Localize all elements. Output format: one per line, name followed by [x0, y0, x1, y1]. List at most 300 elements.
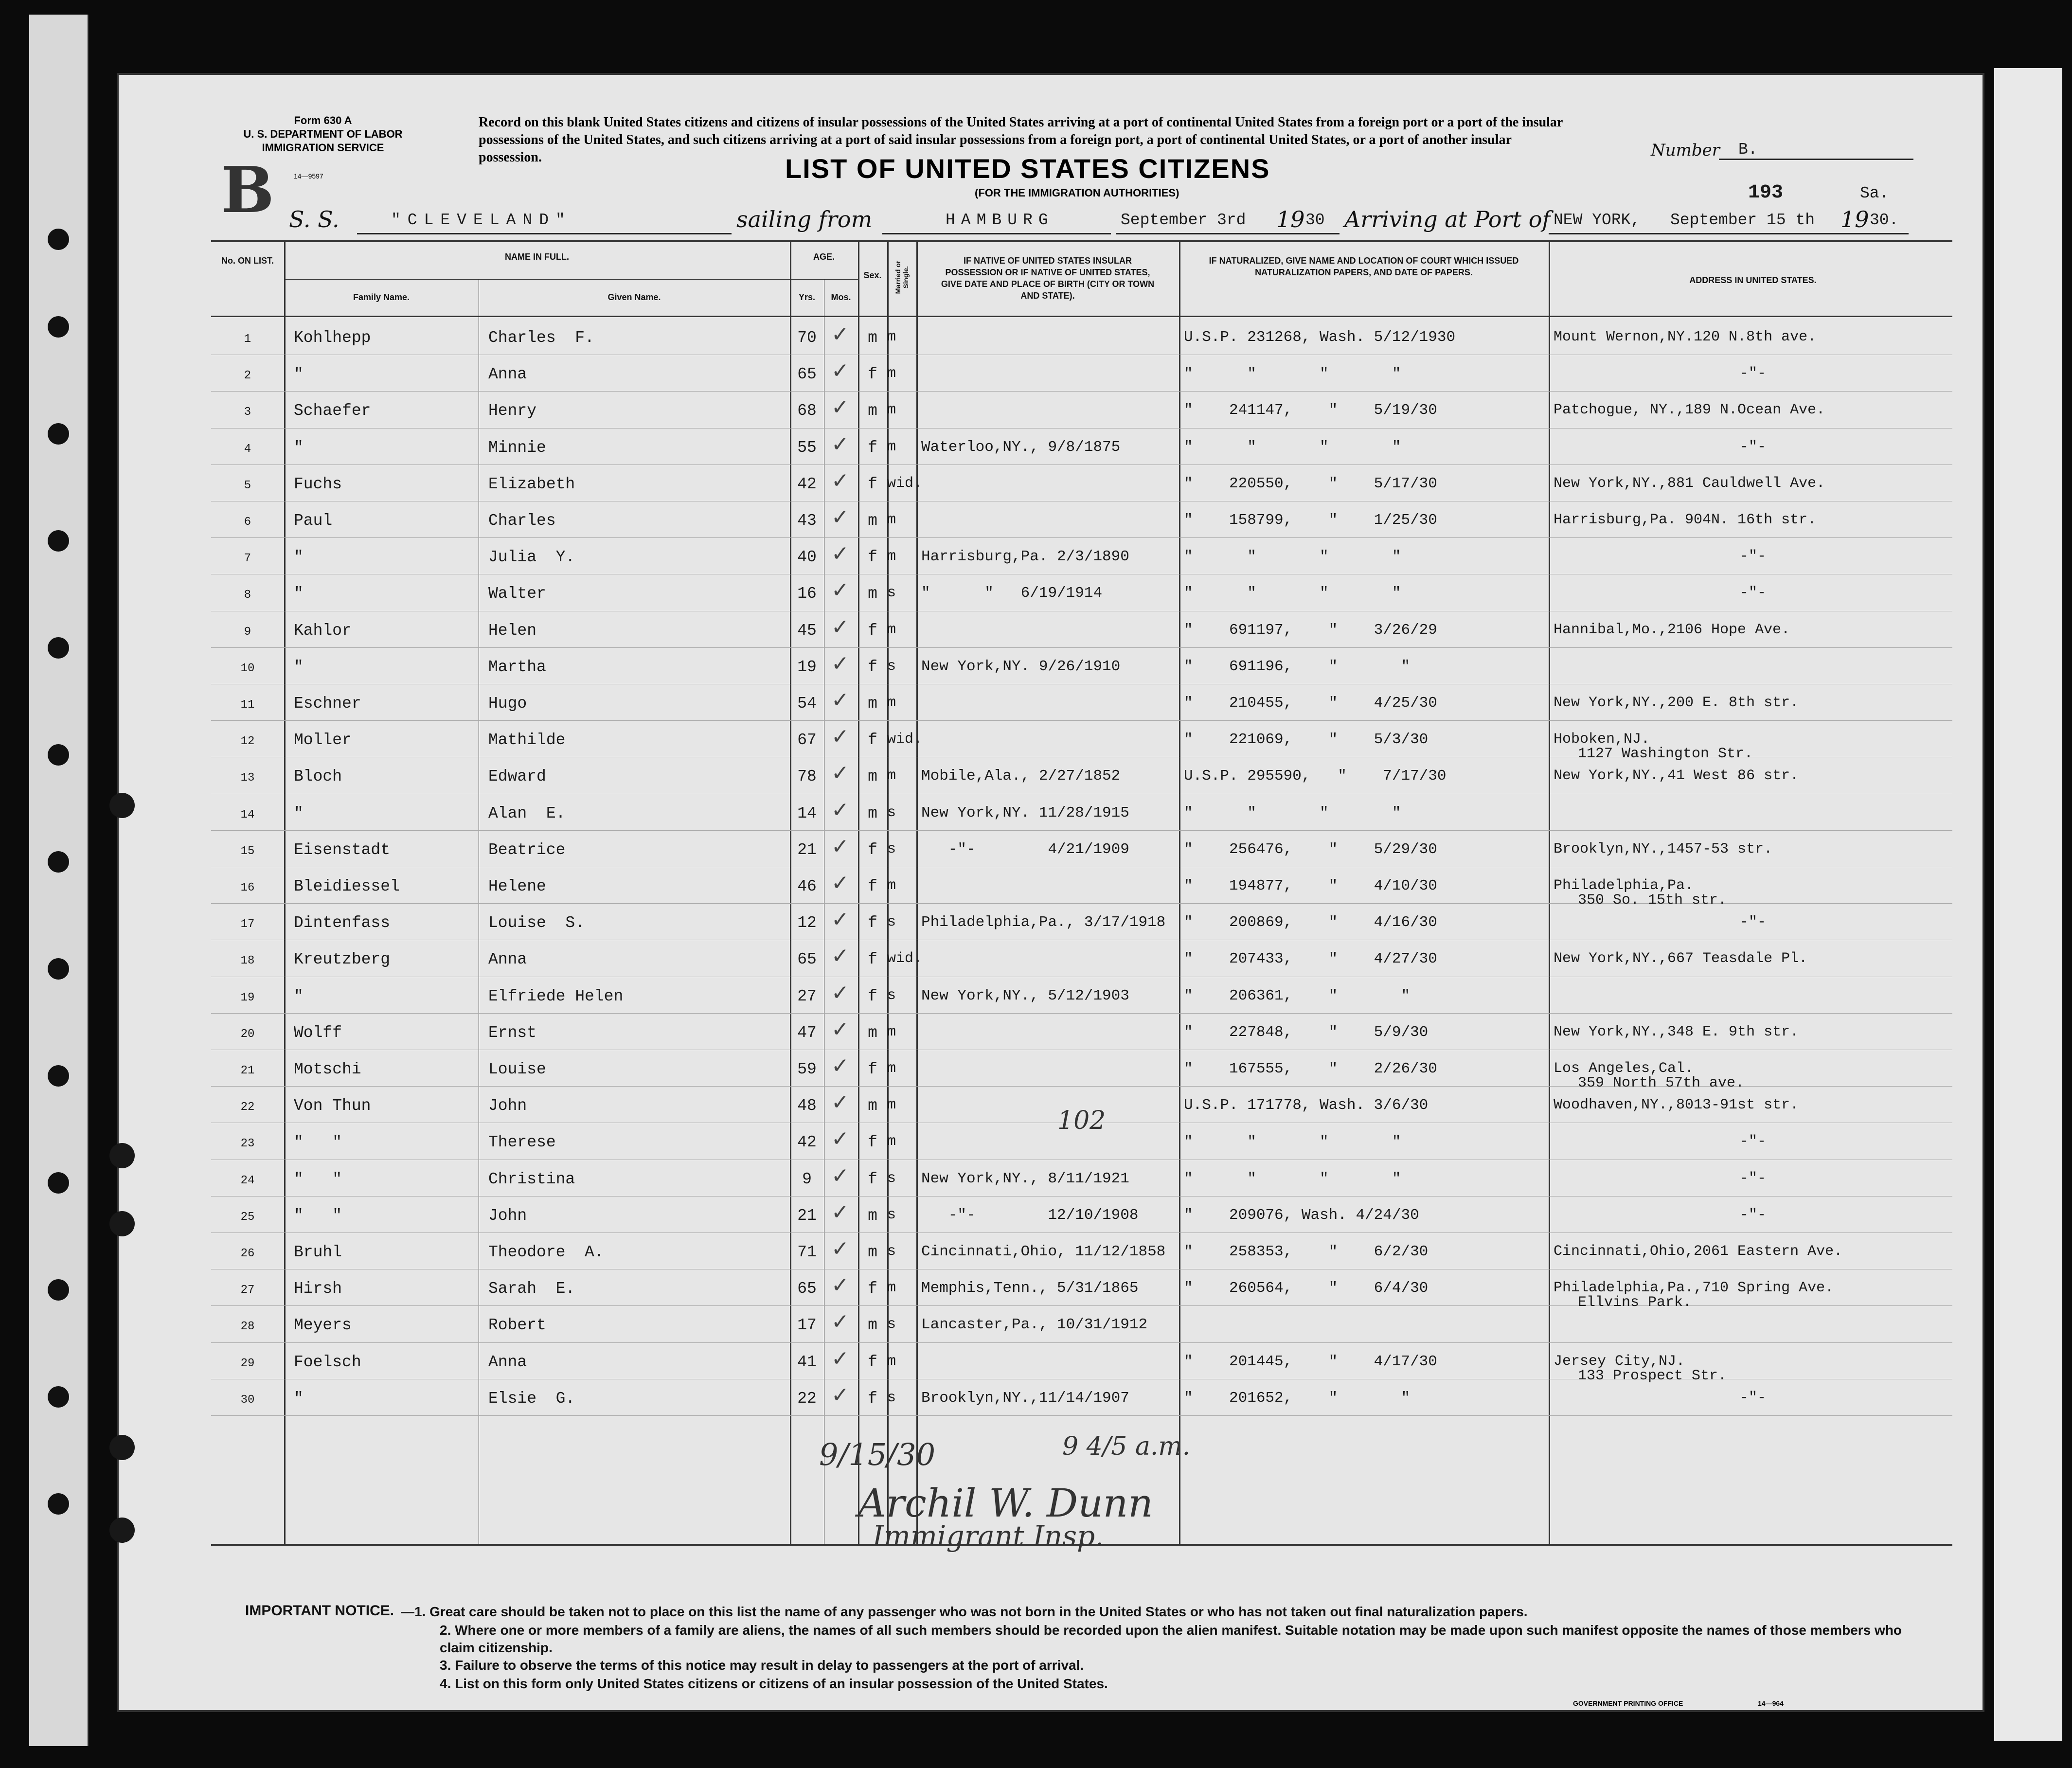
cell-sex: f	[868, 914, 877, 932]
checkmark: ✓	[831, 907, 849, 932]
cell-yrs: 65	[797, 1280, 817, 1298]
table-row	[119, 830, 1986, 867]
punch-hole	[109, 793, 135, 818]
table-row	[119, 1232, 1986, 1269]
table-row	[119, 318, 1986, 355]
checkmark: ✓	[831, 761, 849, 786]
cell-ms: s	[887, 1389, 896, 1406]
table-row	[119, 428, 1986, 464]
cell-addr2: 133 Prospect Str.	[1578, 1367, 1727, 1384]
cell-given: Louise S.	[488, 914, 585, 932]
cell-given: Martha	[488, 658, 546, 676]
cell-no: 21	[240, 1064, 255, 1077]
sheet-suffix: Sa.	[1860, 184, 1889, 202]
binder-hole	[48, 1386, 69, 1408]
cell-birth: Waterloo,NY., 9/8/1875	[921, 438, 1121, 456]
number-value: B.	[1738, 141, 1758, 159]
cell-nat: " " " "	[1184, 1170, 1401, 1187]
checkmark: ✓	[831, 541, 849, 567]
cell-ms: m	[887, 621, 896, 638]
cell-given: Anna	[488, 365, 527, 384]
from-port: HAMBURG	[946, 211, 1054, 229]
binder-hole	[48, 637, 69, 659]
cell-given: Anna	[488, 1353, 527, 1371]
table-row	[119, 977, 1986, 1013]
cell-family: " "	[294, 1206, 342, 1225]
cell-no: 3	[244, 406, 251, 419]
cell-nat: " 691197, " 3/26/29	[1184, 621, 1437, 639]
checkmark: ✓	[831, 578, 849, 603]
cell-nat: " " " "	[1184, 365, 1401, 383]
cell-birth: Philadelphia,Pa., 3/17/1918	[921, 914, 1166, 931]
table-row	[119, 1086, 1986, 1123]
cell-nat: " 158799, " 1/25/30	[1184, 512, 1437, 529]
printer: GOVERNMENT PRINTING OFFICE	[1573, 1699, 1683, 1707]
cell-no: 6	[244, 516, 251, 529]
cell-family: Eschner	[294, 695, 361, 713]
table-row	[119, 1123, 1986, 1159]
table-row	[119, 1342, 1986, 1384]
cell-no: 24	[240, 1174, 255, 1187]
cell-ms: m	[887, 1133, 896, 1150]
cell-birth: New York,NY. 9/26/1910	[921, 658, 1121, 675]
checkmark: ✓	[831, 944, 849, 969]
cell-sex: f	[868, 438, 877, 457]
cell-addr: -"-	[1739, 1389, 1766, 1406]
cell-sex: f	[868, 548, 877, 567]
table-row	[119, 464, 1986, 501]
cell-no: 23	[240, 1137, 255, 1151]
cell-no: 7	[244, 552, 251, 566]
header-bottom-border	[211, 316, 1952, 317]
checkmark: ✓	[831, 688, 849, 713]
cell-family: Schaefer	[294, 402, 371, 420]
cell-birth: Mobile,Ala., 2/27/1852	[921, 768, 1121, 785]
cell-ms: s	[887, 987, 896, 1004]
page-title: LIST OF UNITED STATES CITIZENS	[785, 153, 1270, 184]
cell-sex: f	[868, 1389, 877, 1408]
header-address: ADDRESS IN UNITED STATES.	[1689, 275, 1817, 285]
cell-addr: New York,NY.,348 E. 9th str.	[1554, 1023, 1799, 1040]
cell-nat: " 256476, " 5/29/30	[1184, 840, 1437, 858]
cell-no: 13	[240, 771, 255, 785]
cell-nat: " 167555, " 2/26/30	[1184, 1060, 1437, 1077]
cell-family: " "	[294, 1133, 342, 1152]
adjacent-page-strip	[1994, 68, 2062, 1741]
cell-addr: Harrisburg,Pa. 904N. 16th str.	[1554, 512, 1817, 528]
cell-yrs: 27	[797, 987, 817, 1005]
cell-ms: s	[887, 1243, 896, 1260]
cell-family: "	[294, 1389, 304, 1408]
cell-sex: m	[868, 1243, 877, 1261]
cell-given: Beatrice	[488, 840, 566, 859]
cell-nat: " 260564, " 6/4/30	[1184, 1280, 1429, 1297]
binder-hole	[48, 229, 69, 250]
checkmark: ✓	[831, 651, 849, 676]
inspector-title: Immigrant Insp.	[873, 1519, 1104, 1553]
table-row	[119, 501, 1986, 537]
header-naturalized: IF NATURALIZED, GIVE NAME AND LOCATION OF COURT WHICH ISSUED NATURALIZATION PAPERS, AND DATE OF PAPERS.	[1209, 256, 1519, 277]
cell-given: Therese	[488, 1133, 556, 1152]
cell-family: Motschi	[294, 1060, 361, 1078]
cell-ms: m	[887, 1353, 896, 1370]
cell-yrs: 48	[797, 1097, 817, 1115]
cell-family: "	[294, 658, 304, 676]
binder-hole	[48, 1172, 69, 1194]
cell-sex: f	[868, 658, 877, 676]
date-written: 9/15/30	[819, 1437, 936, 1472]
form-meta	[231, 114, 415, 155]
checkmark: ✓	[831, 431, 849, 457]
cell-yrs: 71	[797, 1243, 817, 1261]
cell-sex: f	[868, 1060, 877, 1078]
departure-underline	[1116, 233, 1340, 234]
table-row	[119, 794, 1986, 830]
table-row	[119, 355, 1986, 391]
punch-hole	[109, 1143, 135, 1168]
checkmark: ✓	[831, 1309, 849, 1335]
cell-given: John	[488, 1097, 527, 1115]
cell-given: Charles	[488, 512, 556, 530]
arrival-port: NEW YORK,	[1554, 211, 1641, 229]
checkmark: ✓	[831, 1273, 849, 1298]
cell-birth: New York,NY., 8/11/1921	[921, 1170, 1129, 1187]
cell-no: 22	[240, 1101, 255, 1114]
cell-family: Meyers	[294, 1316, 352, 1335]
cell-no: 25	[240, 1210, 255, 1224]
cell-no: 17	[240, 918, 255, 931]
cell-ms: m	[887, 1097, 896, 1114]
cell-birth: Cincinnati,Ohio, 11/12/1858	[921, 1243, 1166, 1260]
binder-hole	[48, 1279, 69, 1301]
cell-ms: m	[887, 1280, 896, 1297]
cell-given: Henry	[488, 402, 537, 420]
table-row	[119, 391, 1986, 428]
table-row	[119, 611, 1986, 647]
cell-no: 2	[244, 369, 251, 383]
header-name-in-full: NAME IN FULL.	[505, 252, 569, 262]
printer-code: 14—964	[1758, 1699, 1784, 1707]
table-row	[119, 1050, 1986, 1091]
cell-yrs: 40	[797, 548, 817, 567]
cell-family: Dintenfass	[294, 914, 391, 932]
cell-addr2: Ellvins Park.	[1578, 1294, 1692, 1311]
table-row	[119, 1379, 1986, 1415]
table-row	[119, 1013, 1986, 1050]
cell-addr: New York,NY.,881 Cauldwell Ave.	[1554, 475, 1825, 492]
cell-birth: " " 6/19/1914	[921, 585, 1103, 602]
cell-birth: Harrisburg,Pa. 2/3/1890	[921, 548, 1129, 566]
cell-yrs: 54	[797, 695, 817, 713]
cell-sex: m	[868, 695, 877, 713]
department: U. S. DEPARTMENT OF LABOR	[243, 128, 403, 140]
table-row	[119, 903, 1986, 940]
cell-birth: Memphis,Tenn., 5/31/1865	[921, 1280, 1139, 1297]
checkmark: ✓	[831, 724, 849, 750]
cell-given: Robert	[488, 1316, 546, 1335]
cell-yrs: 65	[797, 365, 817, 384]
departure-date: September 3rd	[1121, 211, 1246, 229]
cell-addr: Patchogue, NY.,189 N.Ocean Ave.	[1554, 402, 1825, 419]
cell-addr: Cincinnati,Ohio,2061 Eastern Ave.	[1554, 1243, 1843, 1260]
print-code: 14—9597	[294, 172, 323, 180]
cell-addr: Brooklyn,NY.,1457-53 str.	[1554, 840, 1773, 857]
table-row	[119, 537, 1986, 574]
cell-given: Helen	[488, 621, 537, 640]
cell-sex: m	[868, 804, 877, 822]
cell-nat: " 220550, " 5/17/30	[1184, 475, 1437, 492]
cell-sex: f	[868, 987, 877, 1005]
cell-sex: f	[868, 840, 877, 859]
cell-given: Hugo	[488, 695, 527, 713]
cell-addr2: 359 North 57th ave.	[1578, 1075, 1745, 1091]
cell-yrs: 78	[797, 768, 817, 786]
cell-yrs: 55	[797, 438, 817, 457]
checkmark: ✓	[831, 505, 849, 530]
cell-nat: " 200869, " 4/16/30	[1184, 914, 1437, 931]
cell-ms: m	[887, 695, 896, 711]
cell-ms: s	[887, 840, 896, 857]
cell-ms: m	[887, 768, 896, 785]
cell-no: 11	[240, 698, 255, 712]
cell-ms: m	[887, 548, 896, 565]
cell-addr: -"-	[1739, 438, 1766, 455]
cell-sex: m	[868, 768, 877, 786]
cell-given: Ernst	[488, 1023, 537, 1042]
cell-yrs: 65	[797, 950, 817, 969]
manifest-sheet	[117, 73, 1984, 1712]
cell-addr: -"-	[1739, 1170, 1766, 1187]
checkmark: ✓	[831, 468, 849, 493]
ss-label: S. S.	[289, 206, 339, 232]
table-top-border	[211, 240, 1952, 242]
cell-ms: wid.	[887, 731, 923, 748]
cell-addr: Woodhaven,NY.,8013-91st str.	[1554, 1097, 1799, 1114]
cell-sex: f	[868, 950, 877, 969]
table-row	[119, 1160, 1986, 1196]
cell-yrs: 9	[802, 1170, 812, 1188]
header-married-single: Married or Single.	[894, 260, 910, 294]
checkmark: ✓	[831, 395, 849, 420]
cell-ms: s	[887, 1206, 896, 1223]
cell-nat: U.S.P. 295590, " 7/17/30	[1184, 768, 1447, 785]
checkmark: ✓	[831, 1382, 849, 1408]
cell-no: 15	[240, 844, 255, 858]
checkmark: ✓	[831, 1346, 849, 1371]
cell-given: Sarah E.	[488, 1280, 575, 1298]
table-row	[119, 940, 1986, 976]
cell-nat: " " " "	[1184, 585, 1401, 602]
table-row	[119, 1269, 1986, 1311]
binder-hole	[48, 1493, 69, 1515]
cell-given: Walter	[488, 585, 546, 603]
cell-nat: " 209076, Wash. 4/24/30	[1184, 1206, 1419, 1224]
cell-nat: " " " "	[1184, 548, 1401, 566]
margin-number: 102	[1057, 1106, 1106, 1135]
departure-year-suffix: 30	[1305, 211, 1325, 229]
sheet-number: 193	[1748, 182, 1784, 204]
cell-yrs: 19	[797, 658, 817, 676]
cell-sex: m	[868, 1206, 877, 1225]
cell-no: 4	[244, 442, 251, 456]
cell-nat: " 221069, " 5/3/30	[1184, 731, 1429, 749]
cell-birth: -"- 4/21/1909	[921, 840, 1129, 858]
cell-addr: New York,NY.,667 Teasdale Pl.	[1554, 950, 1808, 967]
cell-nat: " 241147, " 5/19/30	[1184, 402, 1437, 419]
cell-addr: -"-	[1739, 365, 1766, 382]
cell-ms: wid.	[887, 475, 923, 492]
cell-given: Alan E.	[488, 804, 566, 822]
cell-no: 8	[244, 589, 251, 602]
cell-given: Minnie	[488, 438, 546, 457]
number-label: Number	[1651, 141, 1720, 160]
cell-no: 12	[240, 735, 255, 749]
header-given-name: Given Name.	[607, 292, 661, 302]
cell-nat: " 194877, " 4/10/30	[1184, 877, 1437, 894]
cell-yrs: 43	[797, 512, 817, 530]
cell-ms: s	[887, 1316, 896, 1333]
cell-sex: f	[868, 1280, 877, 1298]
notice-heading: IMPORTANT NOTICE.	[245, 1603, 394, 1619]
sailing-from-label: sailing from	[736, 206, 873, 232]
cell-yrs: 47	[797, 1023, 817, 1042]
punch-hole	[109, 1435, 135, 1460]
checkmark: ✓	[831, 1126, 849, 1152]
cell-given: John	[488, 1206, 527, 1225]
from-port-underline	[882, 233, 1111, 234]
ship-underline	[357, 233, 732, 234]
cell-given: Julia Y.	[488, 548, 575, 567]
cell-addr: Los Angeles,Cal.	[1554, 1060, 1694, 1077]
notice-item-3: 3. Failure to observe the terms of this notice may result in delay to passengers at the port of arrival.	[440, 1658, 1084, 1673]
cell-family: "	[294, 438, 304, 457]
table-row	[119, 574, 1986, 610]
cell-no: 18	[240, 954, 255, 968]
cell-given: Elizabeth	[488, 475, 575, 493]
cell-nat: " 201445, " 4/17/30	[1184, 1353, 1437, 1370]
cell-yrs: 70	[797, 329, 817, 347]
cell-family: Bleidiessel	[294, 877, 400, 895]
cell-addr2: 1127 Washington Str.	[1578, 746, 1753, 763]
checkmark: ✓	[831, 834, 849, 859]
cell-family: "	[294, 585, 304, 603]
cell-addr: Jersey City,NJ.	[1554, 1353, 1685, 1370]
cell-yrs: 42	[797, 475, 817, 493]
header-age: AGE.	[813, 252, 835, 262]
cell-family: Eisenstadt	[294, 840, 391, 859]
header-birth: IF NATIVE OF UNITED STATES INSULAR POSSESSION OR IF NATIVE OF UNITED STATES, GIVE DATE AND PLACE OF BIRTH (CITY OR TOWN AND STATE).	[941, 256, 1155, 301]
notice-item-1: —1. Great care should be taken not to place on this list the name of any passenger who was not born in the United States or who has not taken out final naturalization papers.	[401, 1604, 1528, 1619]
cell-nat: " " " "	[1184, 1133, 1401, 1151]
cell-family: " "	[294, 1170, 342, 1188]
arrival-underline	[1549, 233, 1909, 234]
cell-sex: f	[868, 1133, 877, 1152]
cell-family: Kahlor	[294, 621, 352, 640]
row-separator	[211, 1415, 1952, 1416]
cell-yrs: 16	[797, 585, 817, 603]
checkmark: ✓	[831, 358, 849, 384]
cell-yrs: 22	[797, 1389, 817, 1408]
cell-family: Von Thun	[294, 1097, 371, 1115]
arriving-label: Arriving at Port of	[1344, 206, 1551, 232]
cell-ms: m	[887, 1060, 896, 1077]
cell-ms: s	[887, 914, 896, 931]
cell-birth: Brooklyn,NY.,11/14/1907	[921, 1389, 1129, 1407]
cell-ms: m	[887, 402, 896, 419]
arrival-year-suffix: 30.	[1870, 211, 1899, 229]
punch-hole	[109, 1518, 135, 1543]
table-row	[119, 1196, 1986, 1232]
checkmark: ✓	[831, 1054, 849, 1078]
cell-sex: f	[868, 731, 877, 750]
cell-ms: s	[887, 804, 896, 821]
cell-family: Fuchs	[294, 475, 342, 493]
cell-family: "	[294, 804, 304, 822]
cell-given: Edward	[488, 768, 546, 786]
header-sex: Sex.	[863, 270, 882, 280]
cell-family: Kohlhepp	[294, 329, 371, 347]
header-family-name: Family Name.	[353, 292, 410, 302]
cell-sex: m	[868, 329, 877, 347]
cell-given: Christina	[488, 1170, 575, 1188]
time-written: 9 4/5 a.m.	[1062, 1432, 1191, 1461]
cell-no: 10	[240, 661, 255, 675]
header-yrs: Yrs.	[798, 292, 816, 302]
cell-nat: " 227848, " 5/9/30	[1184, 1023, 1429, 1041]
cell-sex: f	[868, 621, 877, 640]
ship-name: "CLEVELAND"	[391, 211, 572, 229]
cell-yrs: 21	[797, 1206, 817, 1225]
cell-ms: s	[887, 1170, 896, 1187]
cell-birth: Lancaster,Pa., 10/31/1912	[921, 1316, 1148, 1334]
cell-yrs: 14	[797, 804, 817, 822]
cell-nat: " 206361, " "	[1184, 987, 1411, 1004]
cell-yrs: 67	[797, 731, 817, 750]
cell-yrs: 45	[797, 621, 817, 640]
binder-hole	[48, 744, 69, 766]
cell-yrs: 46	[797, 877, 817, 895]
checkmark: ✓	[831, 614, 849, 640]
cell-sex: m	[868, 512, 877, 530]
notice-item-2: 2. Where one or more members of a family are aliens, the names of all such members should be recorded upon the alien manifest. Suitable notation may be made upon such manifest opposite the names of those members who claim citizenship.	[440, 1623, 1902, 1655]
cell-birth: -"- 12/10/1908	[921, 1206, 1139, 1224]
cell-birth: New York,NY., 5/12/1903	[921, 987, 1129, 1004]
cell-nat: " 258353, " 6/2/30	[1184, 1243, 1429, 1260]
cell-sex: f	[868, 1353, 877, 1371]
cell-family: Hirsh	[294, 1280, 342, 1298]
cell-ms: m	[887, 877, 896, 894]
cell-family: Bruhl	[294, 1243, 342, 1261]
checkmark: ✓	[831, 797, 849, 822]
cell-addr: -"-	[1739, 914, 1766, 931]
binder-hole	[48, 958, 69, 980]
header-no: No. ON LIST.	[221, 256, 274, 266]
departure-year-prefix: 19	[1276, 206, 1305, 232]
cell-sex: f	[868, 877, 877, 895]
cell-addr: Hannibal,Mo.,2106 Hope Ave.	[1554, 621, 1790, 638]
cell-addr: New York,NY.,41 West 86 str.	[1554, 768, 1799, 785]
cell-nat: " 691196, " "	[1184, 658, 1411, 675]
header-mos: Mos.	[831, 292, 851, 302]
cell-addr: Philadelphia,Pa.,710 Spring Ave.	[1554, 1280, 1834, 1297]
cell-yrs: 68	[797, 402, 817, 420]
cell-family: Paul	[294, 512, 333, 530]
cell-addr: -"-	[1739, 1206, 1766, 1223]
inspector-signature: Archil W. Dunn	[858, 1481, 1153, 1526]
table-row	[119, 647, 1986, 684]
arrival-date: September 15 th	[1670, 211, 1815, 229]
cell-ms: m	[887, 365, 896, 382]
